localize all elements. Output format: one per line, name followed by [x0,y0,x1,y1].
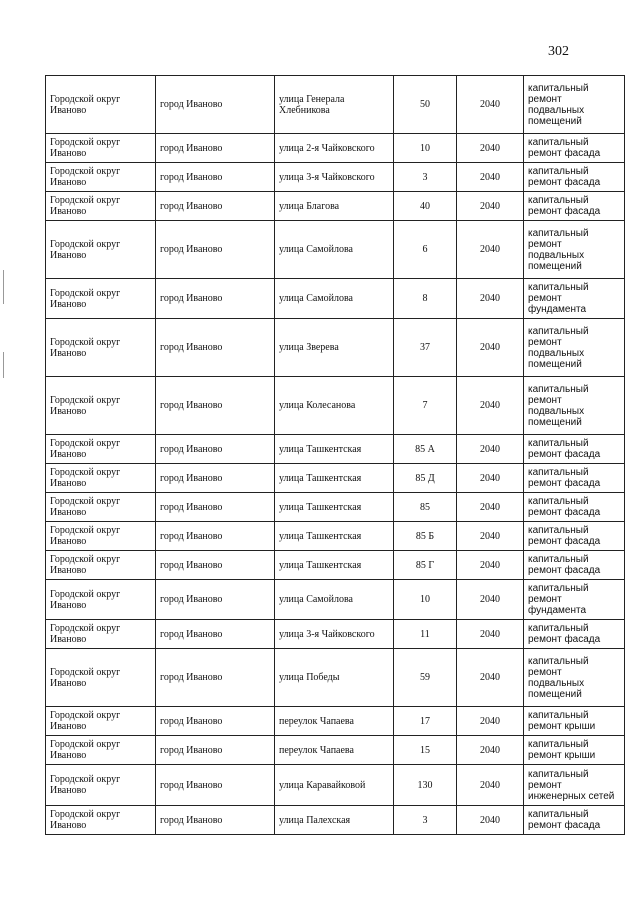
year-cell: 2040 [457,377,524,435]
year-cell: 2040 [457,134,524,163]
house-number-cell: 85 Б [394,522,457,551]
street-cell: улица Самойлова [275,580,394,620]
street-cell: улица Ташкентская [275,493,394,522]
street-cell: улица Ташкентская [275,464,394,493]
year-cell: 2040 [457,707,524,736]
registry-table-body [46,76,625,835]
street-cell: улица Ташкентская [275,522,394,551]
locality-cell: город Иваново [156,806,275,835]
work-type-cell: капитальный ремонт фасада [524,192,625,221]
work-type-cell: капитальный ремонт фасада [524,134,625,163]
year-cell: 2040 [457,806,524,835]
work-type-cell: капитальный ремонт крыши [524,707,625,736]
district-cell: Городской округ Иваново [46,765,156,806]
work-type-cell: капитальный ремонт подвальных помещений [524,649,625,707]
district-cell: Городской округ Иваново [46,551,156,580]
street-cell: улица Генерала Хлебникова [275,76,394,134]
locality-cell: город Иваново [156,580,275,620]
year-cell: 2040 [457,649,524,707]
district-cell: Городской округ Иваново [46,319,156,377]
district-cell: Городской округ Иваново [46,221,156,279]
table-row [46,435,625,464]
table-row [46,736,625,765]
work-type-cell: капитальный ремонт подвальных помещений [524,377,625,435]
table-row [46,464,625,493]
house-number-cell: 59 [394,649,457,707]
district-cell: Городской округ Иваново [46,163,156,192]
table-row [46,493,625,522]
locality-cell: город Иваново [156,649,275,707]
work-type-cell: капитальный ремонт фасада [524,464,625,493]
district-cell: Городской округ Иваново [46,464,156,493]
district-cell: Городской округ Иваново [46,806,156,835]
locality-cell: город Иваново [156,435,275,464]
district-cell: Городской округ Иваново [46,649,156,707]
table-row [46,649,625,707]
street-cell: переулок Чапаева [275,707,394,736]
locality-cell: город Иваново [156,765,275,806]
street-cell: улица Колесанова [275,377,394,435]
work-type-cell: капитальный ремонт подвальных помещений [524,319,625,377]
locality-cell: город Иваново [156,493,275,522]
street-cell: улица 3-я Чайковского [275,620,394,649]
work-type-cell: капитальный ремонт крыши [524,736,625,765]
street-cell: улица Благова [275,192,394,221]
house-number-cell: 85 Г [394,551,457,580]
house-number-cell: 15 [394,736,457,765]
work-type-cell: капитальный ремонт фасада [524,435,625,464]
year-cell: 2040 [457,319,524,377]
table-row [46,806,625,835]
district-cell: Городской округ Иваново [46,493,156,522]
street-cell: улица Победы [275,649,394,707]
year-cell: 2040 [457,522,524,551]
table-row [46,522,625,551]
year-cell: 2040 [457,765,524,806]
locality-cell: город Иваново [156,522,275,551]
work-type-cell: капитальный ремонт фасада [524,163,625,192]
house-number-cell: 130 [394,765,457,806]
district-cell: Городской округ Иваново [46,580,156,620]
year-cell: 2040 [457,551,524,580]
house-number-cell: 8 [394,279,457,319]
year-cell: 2040 [457,736,524,765]
locality-cell: город Иваново [156,192,275,221]
year-cell: 2040 [457,221,524,279]
year-cell: 2040 [457,192,524,221]
locality-cell: город Иваново [156,76,275,134]
table-row [46,279,625,319]
house-number-cell: 10 [394,580,457,620]
work-type-cell: капитальный ремонт фундамента [524,279,625,319]
street-cell: улица Самойлова [275,221,394,279]
street-cell: улица Ташкентская [275,435,394,464]
table-row [46,192,625,221]
house-number-cell: 50 [394,76,457,134]
year-cell: 2040 [457,580,524,620]
registry-table [45,75,625,835]
street-cell: улица 2-я Чайковского [275,134,394,163]
work-type-cell: капитальный ремонт подвальных помещений [524,76,625,134]
district-cell: Городской округ Иваново [46,134,156,163]
table-row [46,765,625,806]
house-number-cell: 85 А [394,435,457,464]
street-cell: переулок Чапаева [275,736,394,765]
house-number-cell: 11 [394,620,457,649]
street-cell: улица Палехская [275,806,394,835]
locality-cell: город Иваново [156,620,275,649]
district-cell: Городской округ Иваново [46,620,156,649]
year-cell: 2040 [457,620,524,649]
locality-cell: город Иваново [156,279,275,319]
locality-cell: город Иваново [156,377,275,435]
street-cell: улица Самойлова [275,279,394,319]
scan-mark [3,352,4,378]
table-row [46,620,625,649]
locality-cell: город Иваново [156,319,275,377]
table-row [46,580,625,620]
year-cell: 2040 [457,163,524,192]
street-cell: улица Ташкентская [275,551,394,580]
locality-cell: город Иваново [156,134,275,163]
district-cell: Городской округ Иваново [46,522,156,551]
district-cell: Городской округ Иваново [46,707,156,736]
district-cell: Городской округ Иваново [46,435,156,464]
locality-cell: город Иваново [156,163,275,192]
table-row [46,377,625,435]
year-cell: 2040 [457,464,524,493]
year-cell: 2040 [457,279,524,319]
table-row [46,76,625,134]
year-cell: 2040 [457,76,524,134]
house-number-cell: 85 Д [394,464,457,493]
scan-mark [3,270,4,304]
house-number-cell: 7 [394,377,457,435]
house-number-cell: 85 [394,493,457,522]
street-cell: улица Каравайковой [275,765,394,806]
street-cell: улица Зверева [275,319,394,377]
house-number-cell: 3 [394,806,457,835]
house-number-cell: 10 [394,134,457,163]
work-type-cell: капитальный ремонт фасада [524,522,625,551]
table-row [46,319,625,377]
work-type-cell: капитальный ремонт фасада [524,493,625,522]
locality-cell: город Иваново [156,736,275,765]
locality-cell: город Иваново [156,551,275,580]
table-row [46,163,625,192]
table-row [46,707,625,736]
locality-cell: город Иваново [156,707,275,736]
house-number-cell: 37 [394,319,457,377]
work-type-cell: капитальный ремонт фундамента [524,580,625,620]
work-type-cell: капитальный ремонт подвальных помещений [524,221,625,279]
district-cell: Городской округ Иваново [46,192,156,221]
work-type-cell: капитальный ремонт инженерных сетей [524,765,625,806]
page-number: 302 [548,44,569,59]
house-number-cell: 6 [394,221,457,279]
work-type-cell: капитальный ремонт фасада [524,620,625,649]
year-cell: 2040 [457,435,524,464]
district-cell: Городской округ Иваново [46,279,156,319]
year-cell: 2040 [457,493,524,522]
house-number-cell: 40 [394,192,457,221]
house-number-cell: 3 [394,163,457,192]
house-number-cell: 17 [394,707,457,736]
work-type-cell: капитальный ремонт фасада [524,806,625,835]
street-cell: улица 3-я Чайковского [275,163,394,192]
table-row [46,551,625,580]
locality-cell: город Иваново [156,464,275,493]
district-cell: Городской округ Иваново [46,736,156,765]
district-cell: Городской округ Иваново [46,76,156,134]
table-row [46,134,625,163]
district-cell: Городской округ Иваново [46,377,156,435]
table-row [46,221,625,279]
locality-cell: город Иваново [156,221,275,279]
work-type-cell: капитальный ремонт фасада [524,551,625,580]
